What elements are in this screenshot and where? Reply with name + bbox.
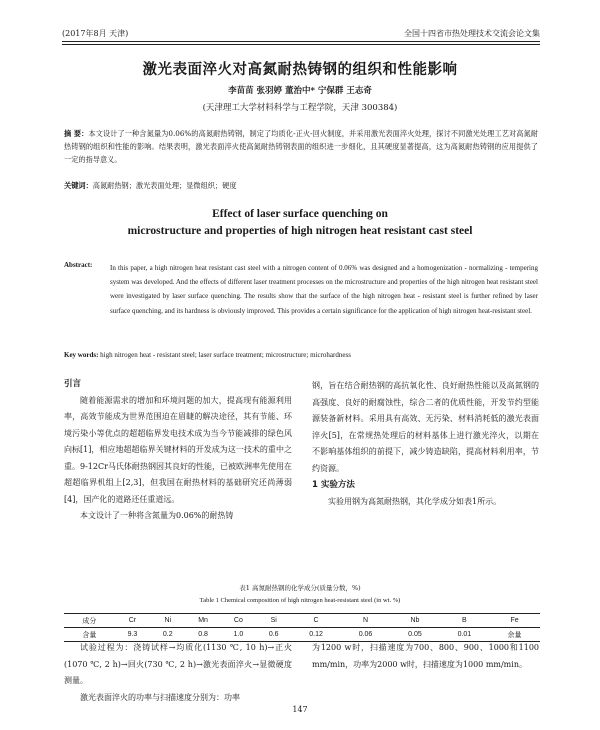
table-header-cell: Fe (489, 614, 540, 628)
table-cell: 余量 (489, 628, 540, 642)
process-right (312, 640, 539, 673)
composition-table (64, 613, 540, 642)
title-cn: 激光表面淬火对高氮耐热铸钢的组织和性能影响 (142, 62, 458, 78)
keywords-cn-label: 关键词： (64, 181, 93, 190)
process-paragraph-2: 激光表面淬火的功率与扫描速度分别为：功率 (80, 692, 240, 702)
keywords-en-label: Key words: (64, 351, 99, 359)
running-header (62, 26, 540, 40)
page-number: 147 (292, 705, 308, 714)
table-cell: 0.12 (291, 628, 340, 642)
header-left: (2017年8月 天津) (62, 29, 129, 38)
table-cell: 0.2 (150, 628, 185, 642)
header-right: 全国十四省市热处理技术交流会论文集 (404, 29, 540, 38)
table-header-cell: 成分 (64, 614, 115, 628)
table-cell: 0.8 (185, 628, 220, 642)
affiliation: (天津理工大学材料科学与工程学院，天津 300384) (202, 103, 398, 113)
title-en (40, 206, 560, 240)
intro-heading: 引言 (64, 379, 82, 389)
intro-paragraph-2: 本文设计了一种将含氮量为0.06%的耐热铸 (80, 511, 234, 520)
section1-paragraph-1: 实验用钢为高氮耐热钢，其化学成分如表1所示。 (328, 496, 502, 506)
section1-heading: 1 实验方法 (312, 480, 355, 490)
table-cell: 1.0 (221, 628, 256, 642)
table-cell: 0.05 (390, 628, 439, 642)
keywords-en-text: high nitrogen heat - resistant steel; laser surface treatment; microstructure; microhardness (100, 351, 351, 359)
intro-paragraph-3: 钢，旨在结合耐热钢的高抗氧化性、良好耐热性能以及高氮钢的高强度、良好的耐腐蚀性，综合二者的优质性能，开发节约型能源装备新材料。采用具有高效、无污染、材料消耗低的激光表面淬火[5]，在常规热处理后的材料基体上进行激光淬火，以期在不影响基体组织的前提下，减少铸造缺陷，提高材料利用率，节约资源。 (312, 381, 539, 473)
table-caption-en: Table 1 Chemical composition of high nitrogen heat-resistant steel (in wt. %) (199, 597, 401, 604)
intro-paragraph-1: 随着能源需求的增加和环境问题的加大，提高现有能源利用率，高效节能成为世界范围迫在眉睫的解决途径，其有节能、环境污染小等优点的超超临界发电技术成为当今节能减排的绿色风向标[1]，相应地超超临界关键材料的开发成为这一技术的重中之重。9-12Cr马氏体耐热钢因其良好的性能，已被欧洲率先使用在超超临界机组上[2,3]，但我国在耐热材料的基础研究还尚薄弱[4]，国产化的道路还任重道远。 (64, 395, 292, 504)
abstract-en-label: Abstract: (64, 261, 93, 269)
abstract-en-text: In this paper, a high nitrogen heat resistant cast steel with a nitrogen content of 0.06% was designed and a homogenization - normalizing - tempering system was developed. And the effects of different laser treatment processes on the microstructure and properties of the high nitrogen heat resistant steel were investigated by laser surface quenching. The results show that the surface of the high nitrogen heat - resistant steel is further refined by laser surface quenching, and its hardness is obviously improved. This provides a certain significance for the application of high nitrogen heat-resistant steel. (110, 264, 538, 315)
title-en-line1: Effect of laser surface quenching on (212, 208, 388, 220)
table-header-cell: Co (221, 614, 256, 628)
process-paragraph-right: 为1200 w时，扫描速度为700、800、900、1000和1100 mm/min，功率为2000 w时，扫描速度为1000 mm/min。 (312, 643, 539, 669)
body-left-column (64, 376, 292, 525)
table-header-cell: B (440, 614, 489, 628)
header-rule (62, 41, 540, 42)
table-header-cell: Si (256, 614, 291, 628)
table-header-cell: Nb (390, 614, 439, 628)
keywords-cn (64, 181, 538, 191)
table-caption-cn: 表1 高氮耐热钢的化学成分(质量分数，%) (239, 584, 361, 592)
table-cell: 0.06 (341, 628, 390, 642)
body-right-column (312, 378, 539, 510)
table-header-cell: Ni (150, 614, 185, 628)
table-header-cell: N (341, 614, 390, 628)
process-left (64, 640, 292, 706)
abstract-cn-label: 摘 要： (64, 129, 89, 138)
table-cell: 0.01 (440, 628, 489, 642)
authors: 李苗苗 张羽婷 董治中* 宁保群 王志奇 (228, 86, 372, 96)
table-cell: 0.6 (256, 628, 291, 642)
keywords-cn-text: 高氮耐热钢；激光表面处理；显微组织；硬度 (92, 181, 237, 190)
table-cell: 9.3 (115, 628, 150, 642)
title-en-line2: microstructure and properties of high nitrogen heat resistant cast steel (127, 225, 473, 237)
table-header-cell: Cr (115, 614, 150, 628)
table-header-cell: C (291, 614, 340, 628)
keywords-en (64, 351, 560, 359)
table-header-row (64, 614, 540, 628)
table-header-cell: Mn (185, 614, 220, 628)
table-cell: 含量 (64, 628, 115, 642)
abstract-cn-text: 本文设计了一种含氮量为0.06%的高氮耐热铸钢，制定了均质化-正火-回火制度，并采用激光表面淬火处理，探讨不同激光处理工艺对高氮耐热铸钢的组织和性能的影响。结果表明，激光表面淬火使高氮耐热铸钢表面的组织进一步细化，且其硬度显著提高，这为高氮耐热铸钢的应用提供了一定的指导意义。 (64, 129, 538, 164)
header-rule-thin (62, 44, 540, 45)
abstract-cn (64, 127, 538, 166)
process-paragraph: 试验过程为：浇铸试样→均质化(1130 ℃, 10 h)→正火(1070 ℃, 2 h)→回火(730 ℃, 2 h)→激光表面淬火→显微硬度测量。 (64, 643, 292, 685)
